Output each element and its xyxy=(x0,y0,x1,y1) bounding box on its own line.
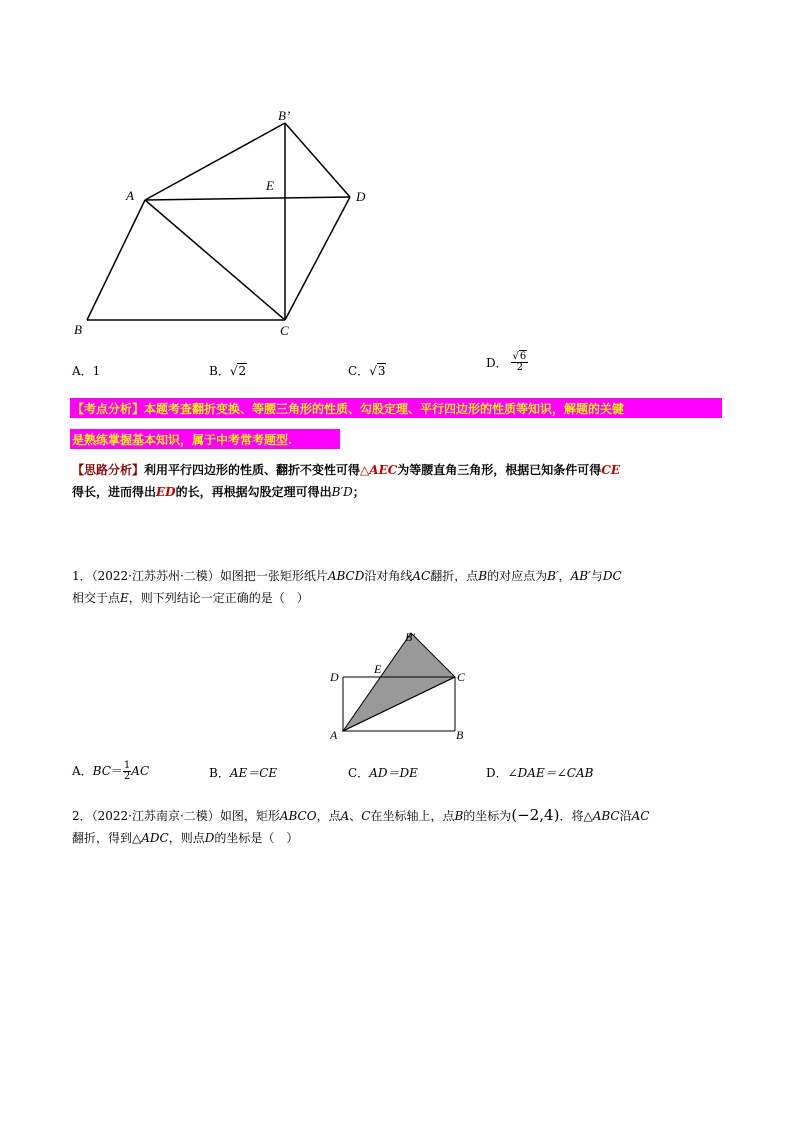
q1-label-d: D xyxy=(330,670,339,684)
label-d: D xyxy=(356,189,366,204)
figure-1-diagram xyxy=(60,100,380,345)
label-b-prime: B’ xyxy=(278,108,291,123)
edge-ac xyxy=(145,200,285,320)
q1-choice-d[interactable]: D．∠DAE＝∠CAB xyxy=(486,766,594,780)
fraction: $\frac{1}{2}$ xyxy=(123,760,131,782)
edge-bpd xyxy=(285,123,350,197)
fraction: $\frac{√6}{2}$ xyxy=(512,351,527,373)
q1-choice-a[interactable]: A．BC＝ $\frac{1}{2}$ AC xyxy=(72,760,150,782)
label-e: E xyxy=(266,178,274,193)
q1-label-e: E xyxy=(374,662,382,676)
silu-analysis: 【思路分析】利用平行四边形的性质、翻折不变性可得△AEC为等腰直角三角形，根据已知条件可得CE 得长，进而得出ED的长，再根据勾股定理可得出B′D； xyxy=(72,463,620,499)
q1-choice-c[interactable]: C．AD＝DE xyxy=(348,766,418,780)
label-a: A xyxy=(126,188,134,203)
choices-row-1 xyxy=(72,362,100,379)
sqrt-icon: √ xyxy=(512,351,519,362)
choice-c[interactable]: C．√3 xyxy=(348,364,386,378)
q1-label-b: B xyxy=(456,728,464,742)
edge-ab xyxy=(87,200,145,320)
folded-triangle xyxy=(343,633,455,731)
sqrt-icon: √ xyxy=(369,364,377,378)
choice-b[interactable]: B．√2 xyxy=(209,364,247,378)
question-2: 2．（2022·江苏南京·二模）如图，矩形ABCO，点A、C在坐标轴上，点B的坐标为(−2,4)．将△ABC沿AC 翻折，得到△ADC，则点D的坐标是（ ） xyxy=(72,806,650,845)
q1-label-c: C xyxy=(457,670,466,684)
edge-cd xyxy=(285,197,350,320)
kaodian-line-1: 【考点分析】本题考查翻折变换、等腰三角形的性质、勾股定理、平行四边形的性质等知识，解题的关键 xyxy=(70,398,722,418)
sqrt-icon: √ xyxy=(229,364,238,378)
q1-label-a: A xyxy=(330,728,338,742)
label-b: B xyxy=(74,322,82,337)
edge-ad xyxy=(145,197,350,200)
choice-a[interactable]: A．1 xyxy=(72,364,101,378)
kaodian-line-2: 是熟练掌握基本知识，属于中考常考题型. xyxy=(70,429,340,449)
choice-d[interactable]: D． $\frac{√6}{2}$ xyxy=(486,351,527,373)
q1-choice-b[interactable]: B．AE＝CE xyxy=(209,766,278,780)
question-1: 1．（2022·江苏苏州·二模）如图把一张矩形纸片ABCD沿对角线AC翻折，点B的对应点为B′，AB′与DC 相交于点E，则下列结论一定正确的是（ ） xyxy=(72,569,622,605)
figure-2-diagram xyxy=(325,625,475,750)
q1-label-b-prime: B′ xyxy=(405,630,415,644)
edge-abp xyxy=(145,123,285,200)
label-c: C xyxy=(280,323,289,338)
